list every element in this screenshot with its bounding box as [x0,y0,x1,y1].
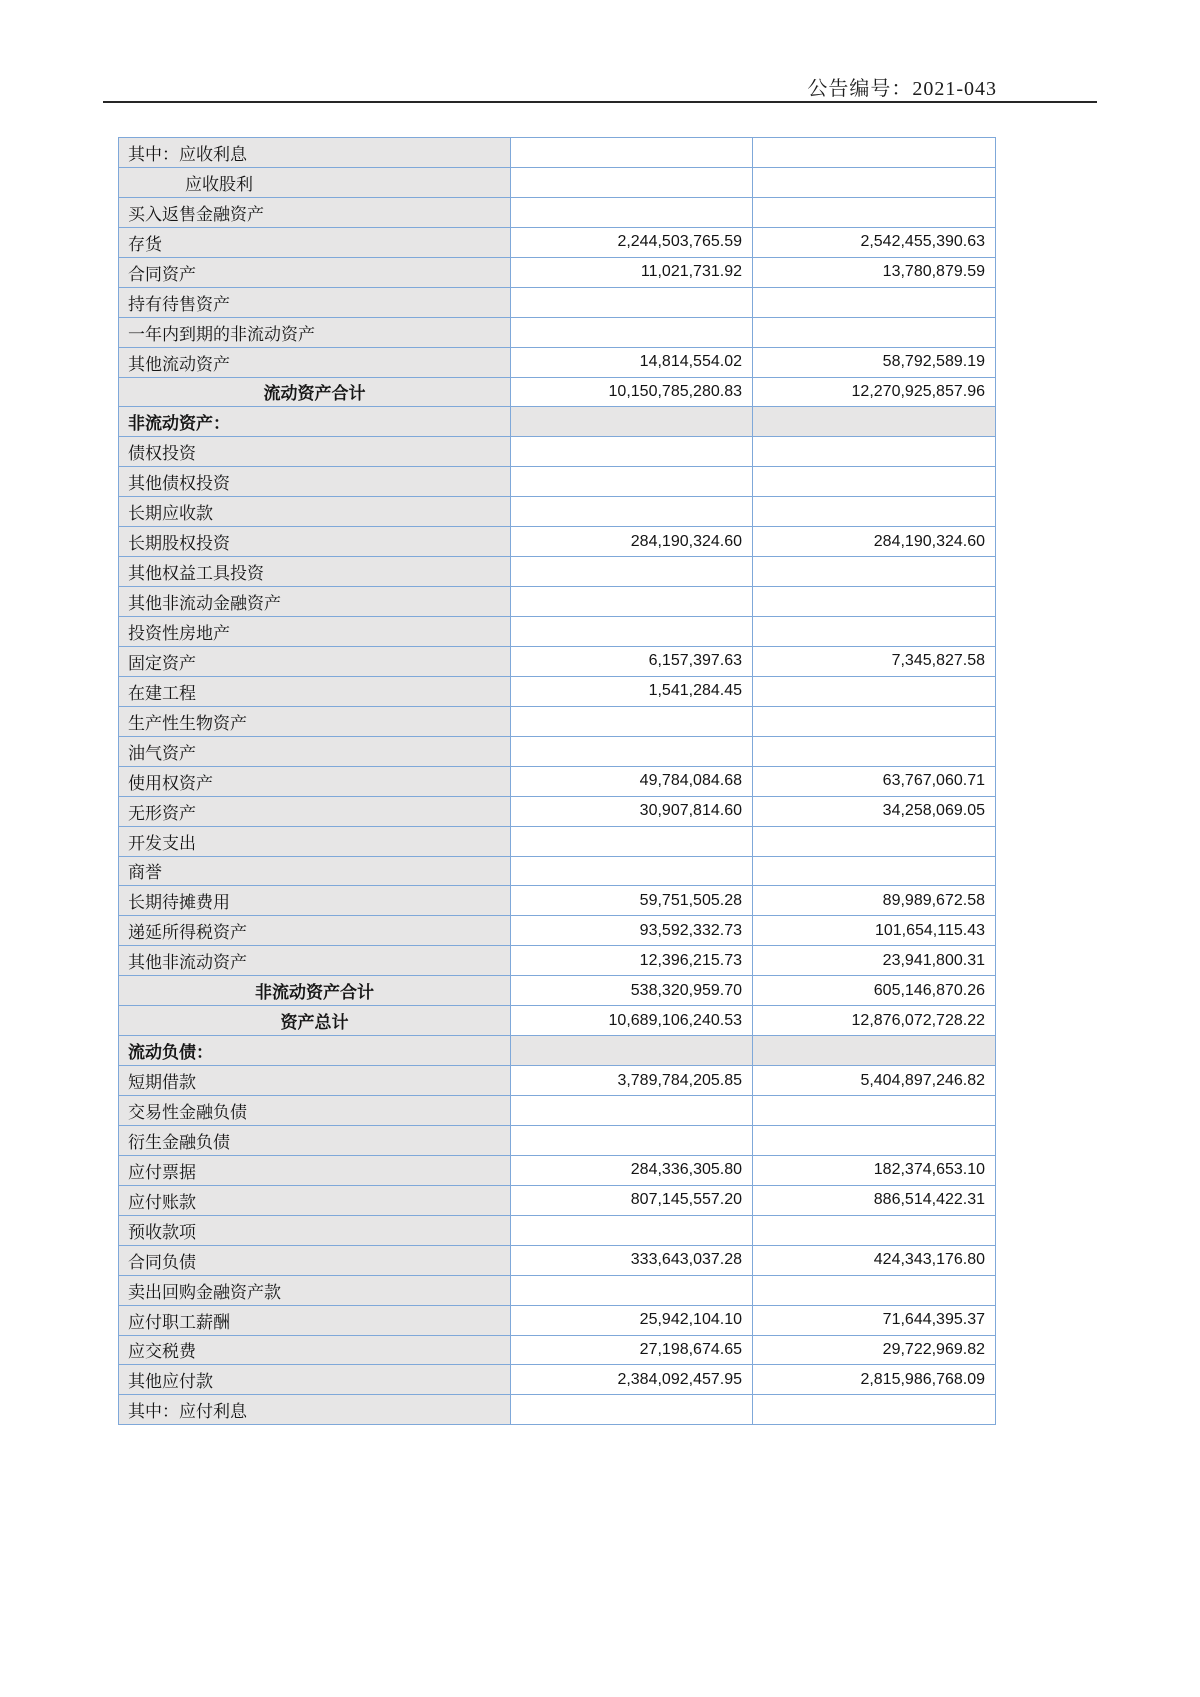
row-label: 其他应付款 [119,1365,511,1395]
row-label: 无形资产 [119,796,511,826]
prior-period-value: 886,514,422.31 [753,1185,996,1215]
table-row [119,437,996,467]
current-period-value [511,617,753,647]
table-row [119,946,996,976]
table-body [119,138,996,1425]
row-label: 衍生金融负债 [119,1125,511,1155]
row-label: 其他流动资产 [119,347,511,377]
current-period-value: 2,244,503,765.59 [511,227,753,257]
table-row [119,706,996,736]
row-label: 非流动资产合计 [119,976,511,1006]
prior-period-value: 12,876,072,728.22 [753,1006,996,1036]
prior-period-value [753,467,996,497]
current-period-value [511,1275,753,1305]
table-row [119,1036,996,1066]
prior-period-value [753,138,996,168]
row-label: 流动资产合计 [119,377,511,407]
prior-period-value: 34,258,069.05 [753,796,996,826]
prior-period-value: 5,404,897,246.82 [753,1066,996,1096]
current-period-value: 2,384,092,457.95 [511,1365,753,1395]
notice-number: 公告编号：2021-043 [807,78,997,100]
table-row [119,377,996,407]
table-row [119,856,996,886]
row-label: 预收款项 [119,1215,511,1245]
current-period-value: 3,789,784,205.85 [511,1066,753,1096]
prior-period-value [753,437,996,467]
current-period-value: 30,907,814.60 [511,796,753,826]
prior-period-value [753,557,996,587]
prior-period-value [753,736,996,766]
table-row [119,676,996,706]
table-row [119,197,996,227]
table-row [119,886,996,916]
current-period-value [511,706,753,736]
table-row [119,1185,996,1215]
current-period-value [511,317,753,347]
row-label: 短期借款 [119,1066,511,1096]
table-row [119,167,996,197]
prior-period-value [753,1275,996,1305]
current-period-value [511,736,753,766]
table-row [119,826,996,856]
current-period-value: 284,336,305.80 [511,1155,753,1185]
prior-period-value [753,1125,996,1155]
table-row [119,1395,996,1425]
row-label: 油气资产 [119,736,511,766]
prior-period-value [753,1395,996,1425]
current-period-value: 538,320,959.70 [511,976,753,1006]
current-period-value [511,407,753,437]
prior-period-value: 284,190,324.60 [753,527,996,557]
row-label: 应交税费 [119,1335,511,1365]
table-row [119,497,996,527]
prior-period-value: 7,345,827.58 [753,646,996,676]
prior-period-value [753,1215,996,1245]
row-label: 其中：应收利息 [119,138,511,168]
prior-period-value: 13,780,879.59 [753,257,996,287]
current-period-value: 284,190,324.60 [511,527,753,557]
current-period-value [511,138,753,168]
current-period-value [511,1096,753,1126]
current-period-value [511,1395,753,1425]
current-period-value: 6,157,397.63 [511,646,753,676]
table-row [119,1125,996,1155]
prior-period-value: 101,654,115.43 [753,916,996,946]
current-period-value [511,826,753,856]
current-period-value [511,856,753,886]
balance-sheet-table [118,137,996,1425]
row-label: 使用权资产 [119,766,511,796]
prior-period-value [753,617,996,647]
table-row [119,557,996,587]
table-row [119,1096,996,1126]
row-label: 应付账款 [119,1185,511,1215]
table-row [119,287,996,317]
prior-period-value [753,407,996,437]
table-row [119,1066,996,1096]
prior-period-value [753,167,996,197]
prior-period-value: 63,767,060.71 [753,766,996,796]
table-row [119,138,996,168]
table-row [119,407,996,437]
current-period-value: 14,814,554.02 [511,347,753,377]
current-period-value [511,557,753,587]
prior-period-value [753,197,996,227]
current-period-value [511,1125,753,1155]
prior-period-value: 424,343,176.80 [753,1245,996,1275]
table-row [119,347,996,377]
table-row [119,646,996,676]
table-row [119,1006,996,1036]
current-period-value [511,497,753,527]
prior-period-value: 12,270,925,857.96 [753,377,996,407]
row-label: 应付职工薪酬 [119,1305,511,1335]
current-period-value: 93,592,332.73 [511,916,753,946]
prior-period-value: 2,815,986,768.09 [753,1365,996,1395]
row-label: 一年内到期的非流动资产 [119,317,511,347]
prior-period-value [753,1036,996,1066]
table-row [119,796,996,826]
prior-period-value [753,287,996,317]
prior-period-value [753,317,996,347]
current-period-value [511,1036,753,1066]
prior-period-value: 605,146,870.26 [753,976,996,1006]
current-period-value: 333,643,037.28 [511,1245,753,1275]
current-period-value [511,167,753,197]
row-label: 卖出回购金融资产款 [119,1275,511,1305]
current-period-value: 807,145,557.20 [511,1185,753,1215]
table-row [119,1365,996,1395]
row-label: 长期股权投资 [119,527,511,557]
prior-period-value: 23,941,800.31 [753,946,996,976]
current-period-value: 1,541,284.45 [511,676,753,706]
row-label: 长期应收款 [119,497,511,527]
table-row [119,1305,996,1335]
current-period-value: 10,150,785,280.83 [511,377,753,407]
table-row [119,1275,996,1305]
row-label: 长期待摊费用 [119,886,511,916]
table-row [119,587,996,617]
prior-period-value: 29,722,969.82 [753,1335,996,1365]
current-period-value [511,467,753,497]
prior-period-value [753,706,996,736]
row-label: 应付票据 [119,1155,511,1185]
prior-period-value: 89,989,672.58 [753,886,996,916]
row-label: 其他债权投资 [119,467,511,497]
row-label: 流动负债： [119,1036,511,1066]
table-row [119,1245,996,1275]
current-period-value: 12,396,215.73 [511,946,753,976]
row-label: 持有待售资产 [119,287,511,317]
row-label: 存货 [119,227,511,257]
row-label: 其他权益工具投资 [119,557,511,587]
prior-period-value [753,856,996,886]
current-period-value: 49,784,084.68 [511,766,753,796]
prior-period-value: 182,374,653.10 [753,1155,996,1185]
row-label: 合同资产 [119,257,511,287]
row-label: 生产性生物资产 [119,706,511,736]
row-label: 开发支出 [119,826,511,856]
table-row [119,227,996,257]
current-period-value: 27,198,674.65 [511,1335,753,1365]
table-row [119,766,996,796]
row-label: 买入返售金融资产 [119,197,511,227]
current-period-value [511,1215,753,1245]
table-row [119,257,996,287]
current-period-value [511,437,753,467]
table-row [119,317,996,347]
row-label: 商誉 [119,856,511,886]
row-label: 交易性金融负债 [119,1096,511,1126]
prior-period-value [753,1096,996,1126]
prior-period-value: 71,644,395.37 [753,1305,996,1335]
table-row [119,916,996,946]
row-label: 其中：应付利息 [119,1395,511,1425]
row-label: 在建工程 [119,676,511,706]
row-label: 债权投资 [119,437,511,467]
current-period-value: 25,942,104.10 [511,1305,753,1335]
row-label: 其他非流动金融资产 [119,587,511,617]
prior-period-value: 58,792,589.19 [753,347,996,377]
row-label: 合同负债 [119,1245,511,1275]
row-label: 递延所得税资产 [119,916,511,946]
current-period-value [511,197,753,227]
table-row [119,1335,996,1365]
current-period-value [511,587,753,617]
table-row [119,736,996,766]
row-label: 固定资产 [119,646,511,676]
header-divider [103,101,1097,103]
prior-period-value [753,587,996,617]
table-row [119,1155,996,1185]
table-row [119,617,996,647]
current-period-value: 10,689,106,240.53 [511,1006,753,1036]
row-label: 非流动资产： [119,407,511,437]
row-label: 应收股利 [119,167,511,197]
prior-period-value: 2,542,455,390.63 [753,227,996,257]
prior-period-value [753,497,996,527]
row-label: 资产总计 [119,1006,511,1036]
table-row [119,976,996,1006]
current-period-value: 59,751,505.28 [511,886,753,916]
current-period-value: 11,021,731.92 [511,257,753,287]
row-label: 其他非流动资产 [119,946,511,976]
table-row [119,1215,996,1245]
prior-period-value [753,826,996,856]
prior-period-value [753,676,996,706]
table-row [119,467,996,497]
current-period-value [511,287,753,317]
row-label: 投资性房地产 [119,617,511,647]
table-row [119,527,996,557]
